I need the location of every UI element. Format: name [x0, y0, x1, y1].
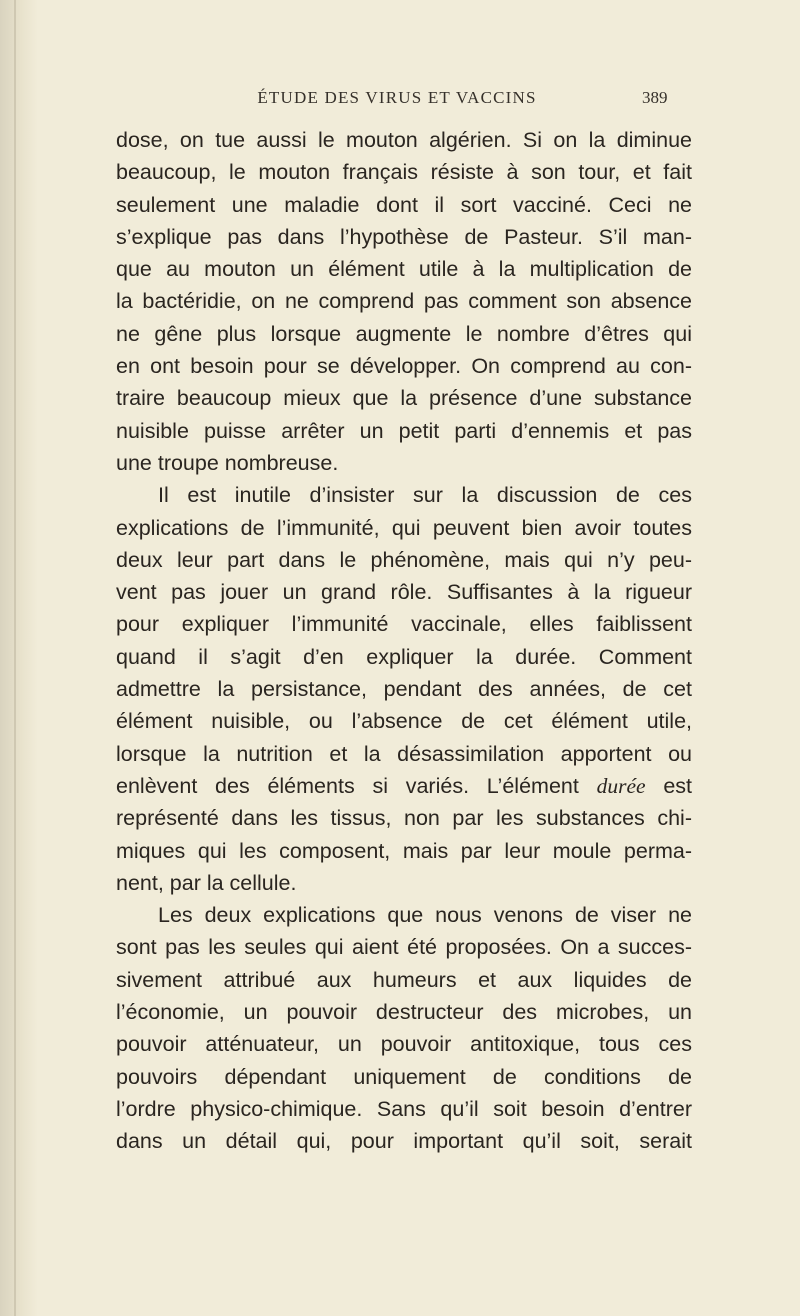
paragraph-end-line: une troupe nombreuse.	[116, 450, 339, 475]
text-line: lorsque la nutrition et la désassimilation apportent ou	[116, 741, 692, 766]
text-line: élément nuisible, ou l’absence de cet élément utile,	[116, 709, 692, 734]
paragraph-start-line: Il est inutile d’insister sur la discussion de ces	[158, 483, 692, 508]
text-line: miques qui les composent, mais par leur moule perma-	[116, 838, 692, 863]
text-line: que au mouton un élément utile à la multiplication de	[116, 257, 692, 282]
text-line: l’économie, un pouvoir destructeur des microbes, un	[116, 1000, 692, 1025]
text-line-with-italic	[116, 770, 692, 802]
page-number: 389	[642, 88, 668, 107]
text-line: quand il s’agit d’en expliquer la durée. Comment	[116, 644, 692, 669]
text-line: beaucoup, le mouton français résiste à son tour, et fait	[116, 160, 692, 185]
text-line: nuisible puisse arrêter un petit parti d’ennemis et pas	[116, 418, 692, 443]
text-line: pour expliquer l’immunité vaccinale, elles faiblissent	[116, 612, 692, 637]
italic-term-duree: durée	[596, 773, 646, 798]
text-line: seulement une maladie dont il sort vacciné. Ceci ne	[116, 192, 692, 217]
paragraph-start-line: Les deux explications que nous venons de viser ne	[158, 903, 692, 928]
text-line: la bactéridie, on ne comprend pas comment son absence	[116, 289, 692, 314]
text-line: traire beaucoup mieux que la présence d’une substance	[116, 386, 692, 411]
text-line: sivement attribué aux humeurs et aux liquides de	[116, 967, 692, 992]
text-line: en ont besoin pour se développer. On comprend au con-	[116, 354, 692, 379]
text-line: sont pas les seules qui aient été proposées. On a succes-	[116, 935, 692, 960]
text-line: deux leur part dans le phénomène, mais qui n’y peu-	[116, 547, 692, 572]
text-line: ne gêne plus lorsque augmente le nombre d’êtres qui	[116, 321, 692, 346]
text-line: dose, on tue aussi le mouton algérien. Si on la diminue	[116, 128, 692, 152]
page-binding-line	[14, 0, 16, 1316]
text-line: l’ordre physico-chimique. Sans qu’il soit besoin d’entrer	[116, 1096, 692, 1121]
text-line: dans un détail qui, pour important qu’il soit, serait	[116, 1129, 692, 1154]
paragraph-end-line: nent, par la cellule.	[116, 870, 297, 895]
text-line: admettre la persistance, pendant des années, de cet	[116, 677, 692, 702]
page-header	[0, 88, 800, 112]
running-title: ÉTUDE DES VIRUS ET VACCINS	[257, 88, 537, 107]
text-fragment: enlèvent des éléments si variés. L’élément	[116, 773, 579, 798]
text-line: pouvoirs dépendant uniquement de conditions de	[116, 1064, 692, 1089]
text-line: explications de l’immunité, qui peuvent bien avoir toutes	[116, 515, 692, 540]
text-line: représenté dans les tissus, non par les substances chi-	[116, 806, 692, 831]
text-line: s’explique pas dans l’hypothèse de Pasteur. S’il man-	[116, 224, 692, 249]
text-line: vent pas jouer un grand rôle. Suffisantes à la rigueur	[116, 580, 692, 605]
page-binding-edge	[0, 0, 38, 1316]
body-text	[116, 124, 692, 1158]
text-line: pouvoir atténuateur, un pouvoir antitoxique, tous ces	[116, 1032, 692, 1057]
text-fragment: est	[663, 773, 692, 798]
